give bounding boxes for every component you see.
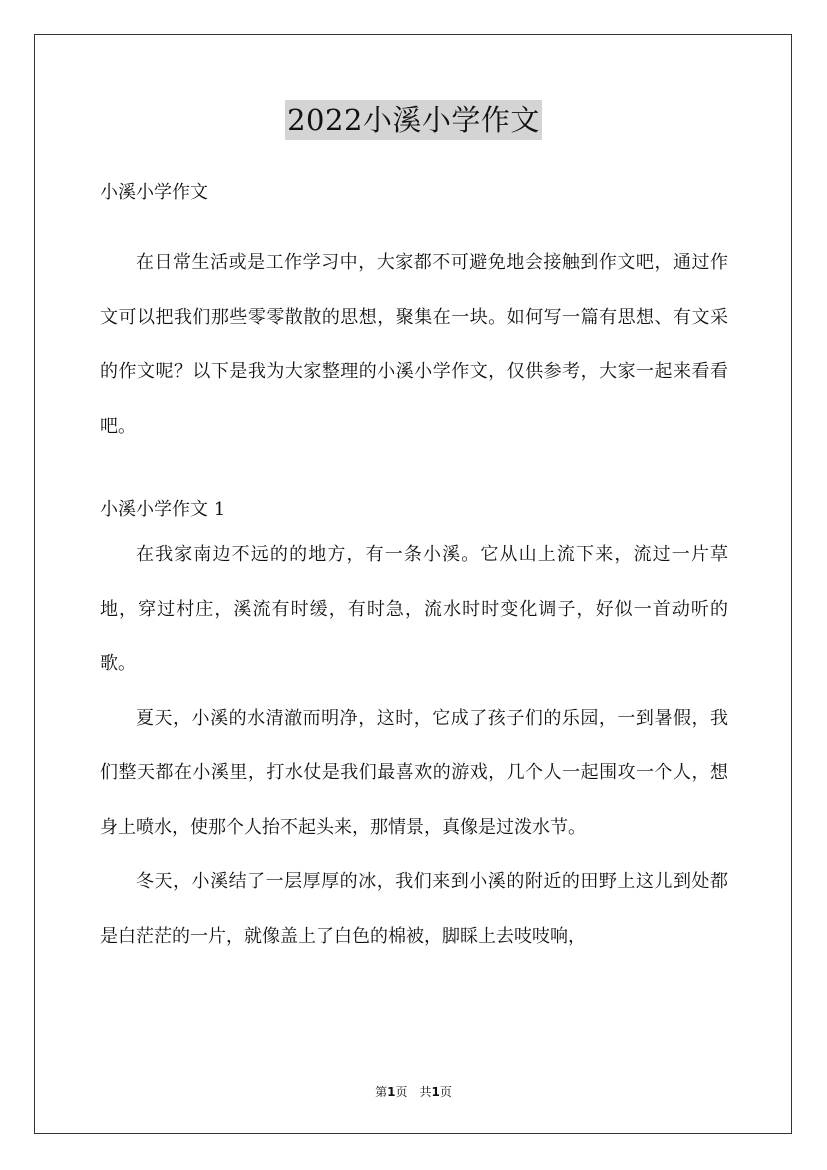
document-title: 2022小溪小学作文 (285, 100, 542, 140)
footer-page-mid: 页 共 (395, 1085, 432, 1099)
intro-paragraph: 在日常生活或是工作学习中，大家都不可避免地会接触到作文吧，通过作文可以把我们那些零零散散的思想，聚集在一块。如何写一篇有思想、有文采的作文呢？以下是我为大家整理的小溪小学作文，仅供参考，大家一起来看看吧。 (100, 252, 728, 437)
footer-page-current: 1 (387, 1085, 396, 1099)
essay-1-paragraph-1: 在我家南边不远的的地方，有一条小溪。它从山上流下来，流过一片草地，穿过村庄，溪流有时缓，有时急，流水时时变化调子，好似一首动听的歌。 (100, 544, 728, 674)
essay-1-heading: 小溪小学作文 1 (100, 499, 226, 520)
document-body (100, 175, 728, 964)
footer-page-total: 1 (431, 1085, 440, 1099)
footer-page-prefix: 第 (375, 1085, 388, 1099)
title-area (0, 100, 827, 140)
section-heading: 小溪小学作文 (100, 182, 208, 203)
footer-page-suffix: 页 (439, 1085, 452, 1099)
spacer (100, 211, 728, 236)
page-footer (0, 1083, 827, 1101)
essay-1-paragraph-2: 夏天，小溪的水清澈而明净，这时，它成了孩子们的乐园，一到暑假，我们整天都在小溪里，打水仗是我们最喜欢的游戏，几个人一起围攻一个人，想身上喷水，使那个人抬不起头来，那情景，真像是过泼水节。 (100, 707, 728, 838)
essay-1-paragraph-3: 冬天，小溪结了一层厚厚的冰，我们来到小溪的附近的田野上这儿到处都是白茫茫的一片，就像盖上了白色的棉被，脚睬上去吱吱响， (100, 871, 728, 947)
